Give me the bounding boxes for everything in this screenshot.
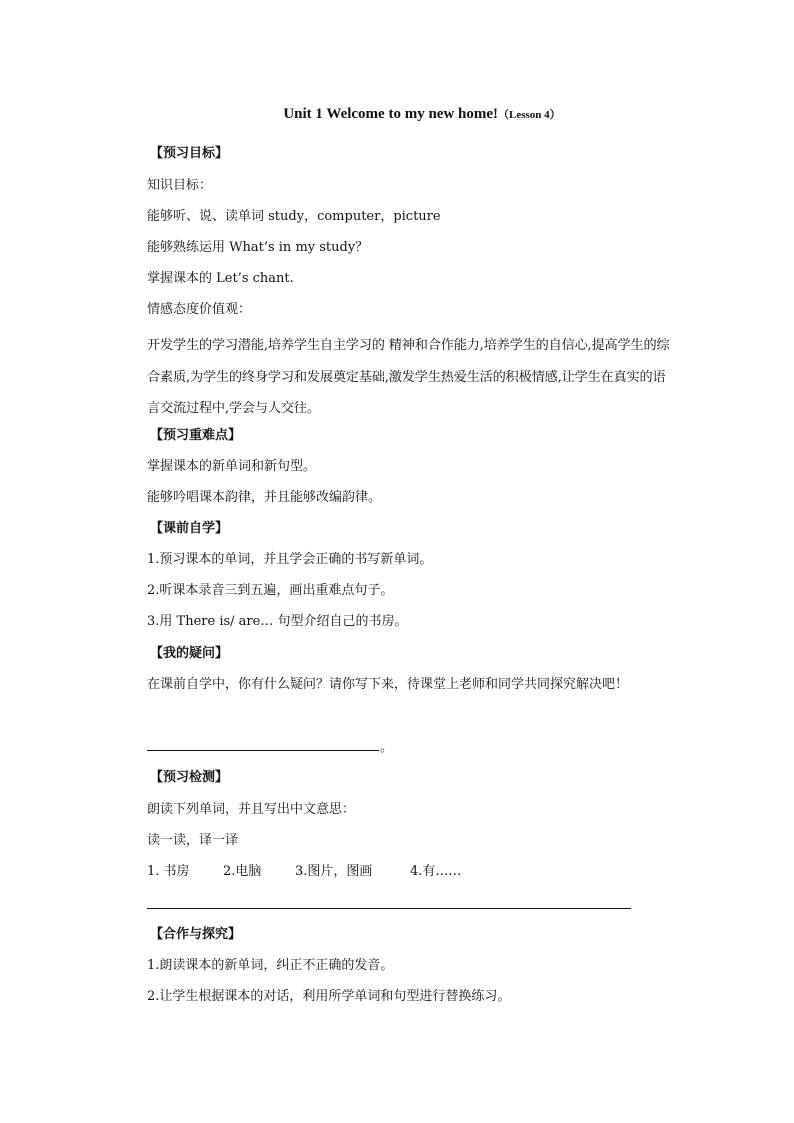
- preview-goals-heading: 【预习目标】: [150, 146, 229, 161]
- self-study-heading: 【课前自学】: [150, 521, 229, 536]
- self-study-item: 3.用 There is/ are… 句型介绍自己的书房。: [147, 614, 408, 629]
- check-subtitle: 读一读，译一译: [147, 833, 239, 848]
- check-instruction: 朗读下列单词，并且写出中文意思：: [147, 802, 356, 817]
- goal-item: 能够听、说、读单词 study，computer，picture: [147, 209, 441, 224]
- vocab-item: 1. 书房: [147, 864, 190, 879]
- key-point-item: 能够吟唱课本韵律，并且能够改编韵律。: [147, 490, 382, 505]
- cooperate-item: 1.朗读课本的新单词，纠正不正确的发音。: [147, 958, 394, 973]
- self-study-item: 2.听课本录音三到五遍，画出重难点句子。: [147, 583, 394, 598]
- vocab-item: 2.电脑: [223, 864, 262, 879]
- key-points-heading: 【预习重难点】: [150, 428, 242, 443]
- goal-item: 能够熟练运用 What’s in my study？: [147, 240, 369, 255]
- title-lesson: （Lesson 4）: [498, 109, 561, 121]
- knowledge-goals-label: 知识目标：: [147, 178, 213, 193]
- document-title: [0, 106, 794, 123]
- check-heading: 【预习检测】: [150, 770, 229, 785]
- vocab-item: 4.有……: [410, 864, 462, 879]
- emotion-goals-label: 情感态度价值观：: [147, 302, 252, 317]
- goal-item: 掌握课本的 Let’s chant.: [147, 271, 294, 286]
- answer-blank-period: 。: [380, 740, 394, 755]
- vocab-list: [147, 862, 461, 882]
- title-main: Unit 1 Welcome to my new home!: [283, 106, 499, 122]
- answer-blank-line[interactable]: [147, 738, 379, 751]
- vocab-answer-line[interactable]: [147, 908, 631, 909]
- vocab-item: 3.图片，图画: [295, 864, 373, 879]
- questions-prompt: 在课前自学中，你有什么疑问？请你写下来，待课堂上老师和同学共同探究解决吧！: [147, 677, 629, 692]
- self-study-item: 1.预习课本的单词，并且学会正确的书写新单词。: [147, 552, 433, 567]
- cooperate-item: 2.让学生根据课本的对话，利用所学单词和句型进行替换练习。: [147, 989, 511, 1004]
- cooperate-heading: 【合作与探究】: [150, 927, 242, 942]
- emotion-goals-paragraph: 开发学生的学习潜能,培养学生自主学习的 精神和合作能力,培养学生的自信心,提高学生的综合素质,为学生的终身学习和发展奠定基础,激发学生热爱生活的积极情感,让学生在真实的语言交流过程中,学会与人交往。: [147, 338, 670, 416]
- key-point-item: 掌握课本的新单词和新句型。: [147, 459, 317, 474]
- questions-heading: 【我的疑问】: [150, 646, 229, 661]
